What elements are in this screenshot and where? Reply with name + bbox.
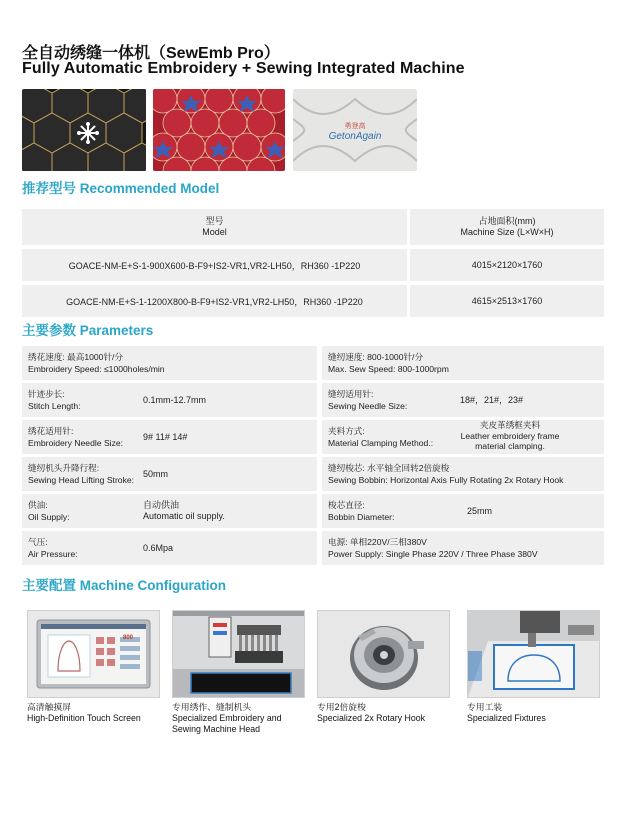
model-header-en: Model	[202, 227, 227, 237]
param-value: 9# 11# 14#	[143, 432, 188, 442]
caption-cn: 专用工装	[467, 702, 503, 712]
caption-cn: 高清触摸屏	[27, 702, 71, 712]
param-sewing-bobbin	[322, 457, 604, 491]
param-value-en: Automatic oil supply.	[143, 511, 225, 521]
param-air-pressure	[22, 531, 317, 565]
config-item-touch-screen	[27, 610, 160, 724]
param-label-cn: 梭芯直径:	[328, 500, 365, 510]
caption-cn: 专用2倍旋梭	[317, 702, 366, 712]
page-title-cn: 全自动绣缝一体机（SewEmb Pro）	[22, 45, 280, 62]
param-value-en-line2: material clamping.	[475, 441, 545, 451]
param-label-en: Embroidery Needle Size:	[28, 438, 124, 448]
recommended-model-table	[22, 205, 604, 321]
table-row	[22, 285, 604, 317]
table-header-row	[22, 209, 604, 245]
param-value: 0.1mm-12.7mm	[143, 395, 207, 405]
config-caption	[27, 702, 160, 724]
param-head-lifting-stroke	[22, 457, 317, 491]
touch-screen-photo	[27, 610, 160, 698]
caption-en: High-Definition Touch Screen	[27, 713, 141, 723]
parameter-row	[22, 531, 604, 565]
param-label-cn: 缝纫梭芯: 水平轴全回转2倍旋梭	[328, 463, 450, 473]
parameter-row	[22, 420, 604, 454]
param-label-cn: 绣花速度: 最高1000针/分	[28, 352, 124, 362]
caption-cn: 专用绣作、缝制机头	[172, 702, 252, 712]
param-label-en: Bobbin Diameter:	[328, 512, 395, 522]
parameters-heading: 主要参数 Parameters	[22, 323, 154, 338]
param-label-en: Sewing Head Lifting Stroke:	[28, 475, 135, 485]
size-header-cn: 占地面积(mm)	[478, 216, 536, 226]
parameter-row	[22, 346, 604, 380]
hero-image-black-quilted-leather	[22, 89, 146, 171]
hero-image-white-quilted-leather	[293, 89, 417, 171]
config-item-rotary-hook	[317, 610, 450, 724]
size-header-en: Machine Size (L×W×H)	[460, 227, 554, 237]
caption-en: Specialized 2x Rotary Hook	[317, 713, 426, 723]
parameter-row	[22, 383, 604, 417]
param-value: 18#，21#，23#	[460, 395, 524, 405]
screen-readout: 800	[123, 635, 134, 641]
param-oil-supply	[22, 494, 317, 528]
fixtures-photo	[467, 610, 600, 698]
param-label-en: Max. Sew Speed: 800-1000rpm	[328, 364, 449, 374]
config-caption	[467, 702, 600, 724]
param-value-en-line1: Leather embroidery frame	[460, 430, 560, 441]
parameter-row	[22, 457, 604, 491]
param-value-cn: 自动供油	[143, 500, 180, 510]
param-label-cn: 绣花适用针:	[28, 426, 74, 436]
param-label-cn: 夹料方式:	[328, 426, 365, 436]
param-label-en: Stitch Length:	[28, 401, 81, 411]
model-cell: GOACE-NM-E+S-1-1200X800-B-F9+IS2-VR1,VR2-LH50，RH360 -1P220	[22, 285, 410, 317]
param-sew-speed	[322, 346, 604, 380]
caption-en-line2: Sewing Machine Head	[172, 724, 261, 734]
param-label-en: Material Clamping Method.:	[328, 438, 434, 448]
param-label-en: Sewing Needle Size:	[328, 401, 408, 411]
param-label-cn: 供油:	[28, 500, 48, 510]
param-stitch-length	[22, 383, 317, 417]
param-value-multiline	[440, 420, 580, 452]
param-clamping-method	[322, 420, 604, 454]
caption-en: Specialized Embroidery and	[172, 713, 282, 723]
rotary-hook-photo	[317, 610, 450, 698]
model-header-cn: 型号	[205, 216, 224, 226]
config-caption	[317, 702, 450, 724]
param-label-en: Oil Supply:	[28, 512, 70, 522]
size-column-header	[410, 209, 604, 245]
model-cell: GOACE-NM-E+S-1-900X600-B-F9+IS2-VR1,VR2-LH50，RH360 -1P220	[22, 249, 410, 281]
param-label-cn: 针迹步长:	[28, 389, 65, 399]
hero-image-red-embroidered-leather	[153, 89, 285, 171]
size-cell: 4615×2513×1760	[410, 285, 604, 317]
table-row	[22, 249, 604, 281]
page-title-en: Fully Automatic Embroidery + Sewing Integrated Machine	[22, 60, 465, 77]
param-value: 25mm	[467, 506, 493, 516]
param-sewing-needle-size	[322, 383, 604, 417]
brand-logo-en: GetonAgain	[328, 131, 382, 142]
param-bobbin-diameter	[322, 494, 604, 528]
parameter-row	[22, 494, 604, 528]
param-value: 50mm	[143, 469, 169, 479]
caption-en: Specialized Fixtures	[467, 713, 546, 723]
config-item-fixtures	[467, 610, 600, 724]
param-value: 0.6Mpa	[143, 543, 174, 553]
param-label-en: Air Pressure:	[28, 549, 78, 559]
param-power-supply	[322, 531, 604, 565]
param-embroidery-speed	[22, 346, 317, 380]
machine-configuration-heading: 主要配置 Machine Configuration	[22, 578, 226, 593]
param-label-en: Power Supply: Single Phase 220V / Three Phase 380V	[328, 549, 538, 559]
model-column-header	[22, 209, 410, 245]
machine-head-photo	[172, 610, 305, 698]
config-item-machine-head	[172, 610, 305, 735]
param-value-multiline	[143, 500, 225, 522]
parameters-grid	[22, 346, 604, 568]
size-cell: 4015×2120×1760	[410, 249, 604, 281]
param-label-cn: 电源: 单相220V/三相380V	[328, 537, 427, 547]
param-embroidery-needle-size	[22, 420, 317, 454]
param-label-en: Embroidery Speed: ≤1000holes/min	[28, 364, 165, 374]
param-label-cn: 缝纫速度: 800-1000针/分	[328, 352, 424, 362]
param-label-cn: 缝纫适用针:	[328, 389, 374, 399]
param-label-cn: 缝纫机头升降行程:	[28, 463, 100, 473]
config-caption	[172, 702, 305, 735]
param-value-cn: 夹皮革绣框夹料	[479, 420, 541, 430]
recommended-model-heading: 推荐型号 Recommended Model	[22, 181, 220, 196]
param-label-en: Sewing Bobbin: Horizontal Axis Fully Rotating 2x Rotary Hook	[328, 475, 564, 485]
param-label-cn: 气压:	[28, 537, 48, 547]
brand-logo-cn: 勇登高	[344, 122, 366, 130]
